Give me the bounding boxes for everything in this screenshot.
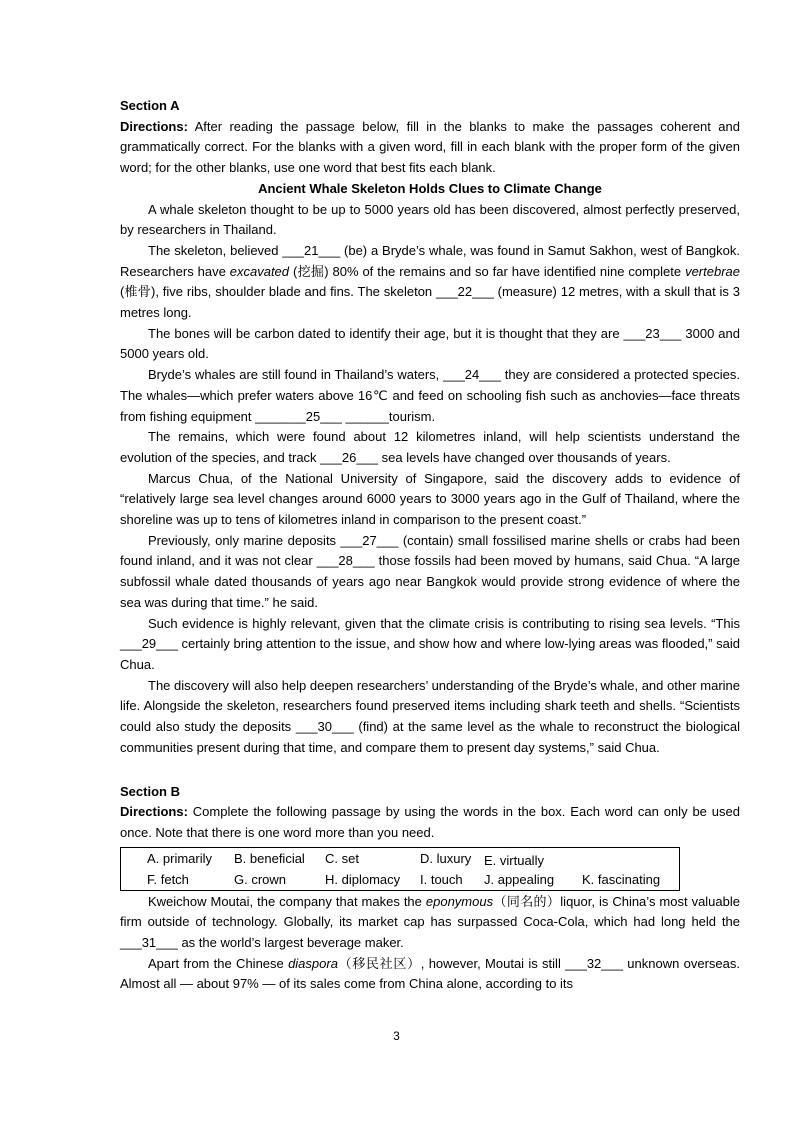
section-b-directions <box>120 802 740 843</box>
word-option: F. fetch <box>147 871 189 887</box>
directions-label: Directions: <box>120 804 188 820</box>
passage-title: Ancient Whale Skeleton Holds Clues to Climate Change <box>258 180 602 196</box>
paragraph: Bryde’s whales are still found in Thailand’s waters, ___24___ they are considered a protected species. The whales—which prefer waters above 16℃ and feed on schooling fish such as anchovies—face threats from fishing equipment _______25___ ______tourism. <box>120 367 740 424</box>
word-option: C. set <box>325 850 359 866</box>
word-option: G. crown <box>234 871 287 887</box>
word-option: E. virtually <box>484 852 544 868</box>
word-bank-row <box>147 869 679 890</box>
paragraph: The skeleton, believed ___21___ (be) a Bryde’s whale, was found in Samut Sakhon, west of Bangkok. Researchers have excavated (挖掘) 80% of the remains and so far have identified nine complete vertebrae (椎骨), five ribs, shoulder blade and fins. The skeleton ___22___ (measure) 12 metres, with a skull that is 3 metres long. <box>120 242 740 321</box>
paragraph: Marcus Chua, of the National University of Singapore, said the discovery adds to evidence of “relatively large sea level changes around 6000 years to 3000 years ago in the Gulf of Thailand, where the shoreline was up to tens of kilometres inland in comparison to the present coast.” <box>120 470 740 528</box>
page-number: 3 <box>393 1029 400 1043</box>
word-option: A. primarily <box>147 850 213 866</box>
section-a-heading: Section A <box>120 98 180 113</box>
directions-label: Directions: <box>120 118 188 134</box>
paragraph: The remains, which were found about 12 kilometres inland, will help scientists understand the evolution of the species, and track ___26___ sea levels have changed over thousands of years. <box>120 429 740 465</box>
word-bank-row <box>147 848 679 869</box>
paragraph: A whale skeleton thought to be up to 5000 years old has been discovered, almost perfectly preserved, by researchers in Thailand. <box>120 201 740 238</box>
paragraph: Previously, only marine deposits ___27___ (contain) small fossilised marine shells or crabs had been found inland, and it was not clear ___28___ those fossils had been moved by humans, said Chua. “A large subfossil whale dated thousands of years ago near Bangkok would provide strong evidence of where the sea was during that time.” he said. <box>120 532 740 610</box>
paragraph: The bones will be carbon dated to identify their age, but it is thought that they are ___23___ 3000 and 5000 years old. <box>120 325 740 362</box>
word-option: H. diplomacy <box>325 871 401 887</box>
paragraph: Such evidence is highly relevant, given that the climate crisis is contributing to rising sea levels. “This ___29___ certainly bring attention to the issue, and show how and where low-lying areas was flooded,” said Chua. <box>120 615 740 672</box>
directions-text: Complete the following passage by using the words in the box. Each word can only be used once. Note that there is one word more than you need. <box>120 804 740 840</box>
word-option: J. appealing <box>484 871 555 887</box>
word-bank-box <box>120 847 680 891</box>
paragraph: The discovery will also help deepen researchers’ understanding of the Bryde’s whale, and other marine life. Alongside the skeleton, researchers found preserved items including shark teeth and shells. “Scientists could also study the deposits ___30___ (find) at the same level as the whale to reconstruct the biological communities present during that time, and compare them to present day systems,” said Chua. <box>120 677 740 755</box>
word-option: K. fascinating <box>582 871 661 887</box>
word-option: I. touch <box>420 871 463 887</box>
word-option: B. beneficial <box>234 850 305 866</box>
document-page <box>120 96 740 995</box>
paragraph: Kweichow Moutai, the company that makes the eponymous（同名的）liquor, is China’s most valuable firm outside of technology. Globally, its market cap has surpassed Coca-Cola, which had long held the ___31___ as the world’s largest beverage maker. <box>120 893 740 951</box>
paragraph: Apart from the Chinese diaspora（移民社区）, however, Moutai is still ___32___ unknown overseas. Almost all — about 97% — of its sales come from China alone, according to its <box>120 955 740 992</box>
word-option: D. luxury <box>420 850 472 866</box>
section-b-heading: Section B <box>120 783 180 799</box>
section-a-directions <box>120 117 740 179</box>
directions-text: After reading the passage below, fill in the blanks to make the passages coherent and grammatically correct. For the blanks with a given word, fill in each blank with the proper form of the given word; for the other blanks, use one word that best fits each blank. <box>120 118 740 176</box>
